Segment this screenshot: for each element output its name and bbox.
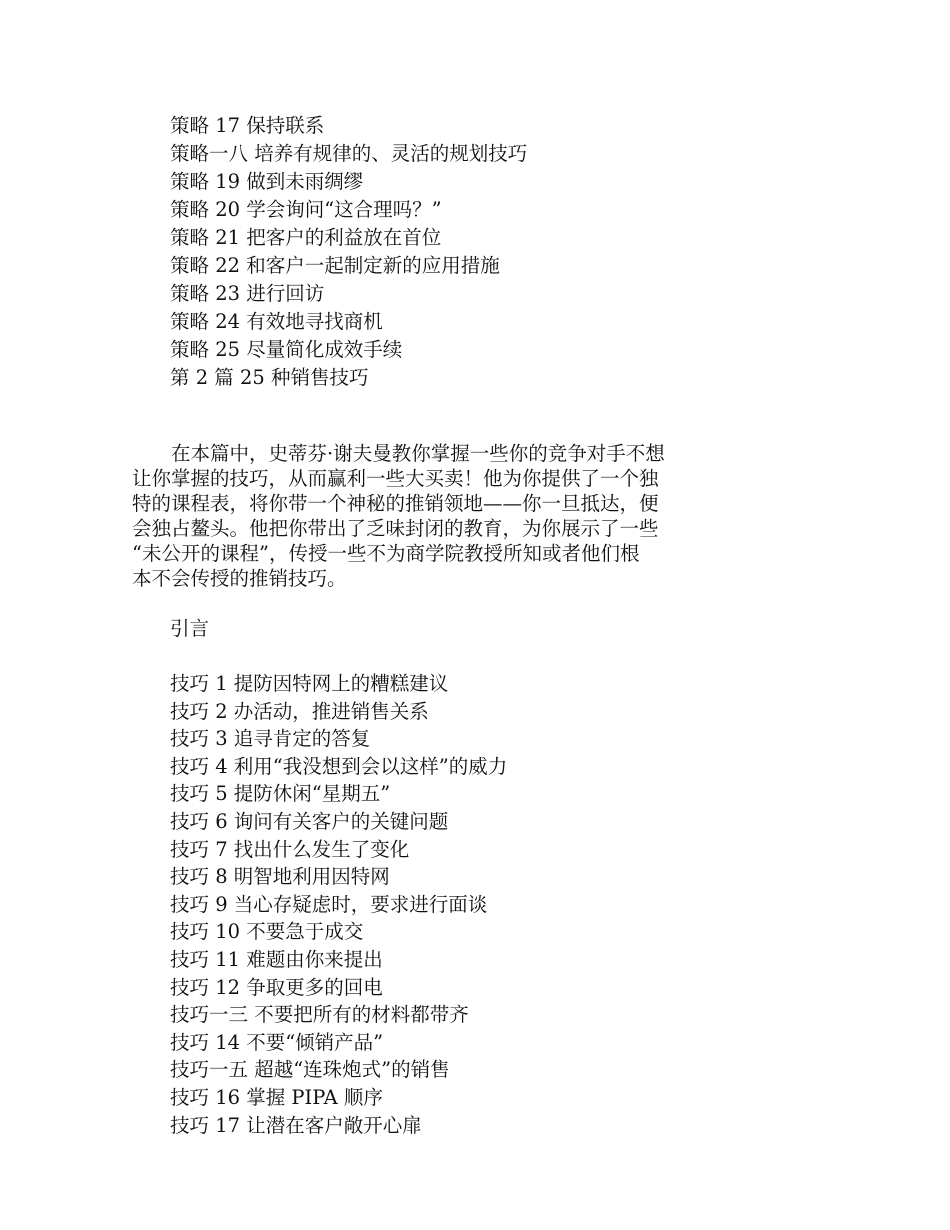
list-item: 技巧 6 询问有关客户的关键问题 — [170, 810, 449, 833]
list-item: 策略 20 学会询问“这合理吗？” — [170, 198, 442, 221]
paragraph-line: 本不会传授的推销技巧。 — [132, 567, 347, 590]
list-item: 技巧 10 不要急于成交 — [170, 920, 364, 944]
list-item: 技巧 8 明智地利用因特网 — [170, 865, 390, 889]
list-item: 技巧 11 难题由你来提出 — [170, 948, 383, 971]
list-item: 技巧一三 不要把所有的材料都带齐 — [170, 1003, 469, 1027]
list-item: 技巧 1 提防因特网上的糟糕建议 — [170, 672, 449, 695]
list-item: 策略 21 把客户的利益放在首位 — [170, 226, 442, 249]
list-item: 策略 19 做到未雨绸缪 — [170, 170, 364, 193]
list-item: 技巧 2 办活动，推进销售关系 — [170, 699, 429, 723]
list-item: 技巧 9 当心存疑虑时，要求进行面谈 — [170, 892, 488, 916]
list-item: 策略 25 尽量简化成效手续 — [170, 338, 403, 361]
paragraph-line: 会独占鳌头。他把你带出了乏味封闭的教育，为你展示了一些 — [132, 517, 659, 540]
list-item: 技巧 17 让潜在客户敞开心扉 — [170, 1113, 422, 1137]
list-item: 技巧 7 找出什么发生了变化 — [170, 837, 410, 861]
list-item: 技巧 16 掌握 PIPA 顺序 — [170, 1086, 383, 1109]
paragraph-line: “未公开的课程”，传授一些不为商学院教授所知或者他们根 — [132, 542, 640, 565]
list-item: 技巧 14 不要“倾销产品” — [170, 1030, 384, 1054]
list-item: 策略 24 有效地寻找商机 — [170, 310, 383, 333]
list-item: 策略 23 进行回访 — [170, 282, 325, 305]
preface-heading: 引言 — [170, 617, 210, 640]
list-item: 技巧 5 提防休闲“星期五” — [170, 782, 391, 806]
list-item: 策略 22 和客户一起制定新的应用措施 — [170, 254, 500, 277]
list-item: 策略 17 保持联系 — [170, 114, 325, 137]
list-item: 技巧 4 利用“我没想到会以这样”的威力 — [170, 754, 508, 778]
list-item: 技巧 3 追寻肯定的答复 — [170, 727, 371, 751]
paragraph-line: 在本篇中，史蒂芬·谢夫曼教你掌握一些你的竞争对手不想 — [132, 442, 665, 465]
list-item: 策略一八 培养有规律的、灵活的规划技巧 — [170, 142, 528, 165]
paragraph-line: 特的课程表，将你带一个神秘的推销领地——你一旦抵达，便 — [132, 492, 659, 515]
paragraph-line: 让你掌握的技巧，从而赢利一些大买卖！他为你提供了一个独 — [132, 467, 659, 490]
section-heading: 第 2 篇 25 种销售技巧 — [170, 366, 369, 389]
list-item: 技巧一五 超越“连珠炮式”的销售 — [170, 1058, 450, 1082]
list-item: 技巧 12 争取更多的回电 — [170, 975, 383, 999]
